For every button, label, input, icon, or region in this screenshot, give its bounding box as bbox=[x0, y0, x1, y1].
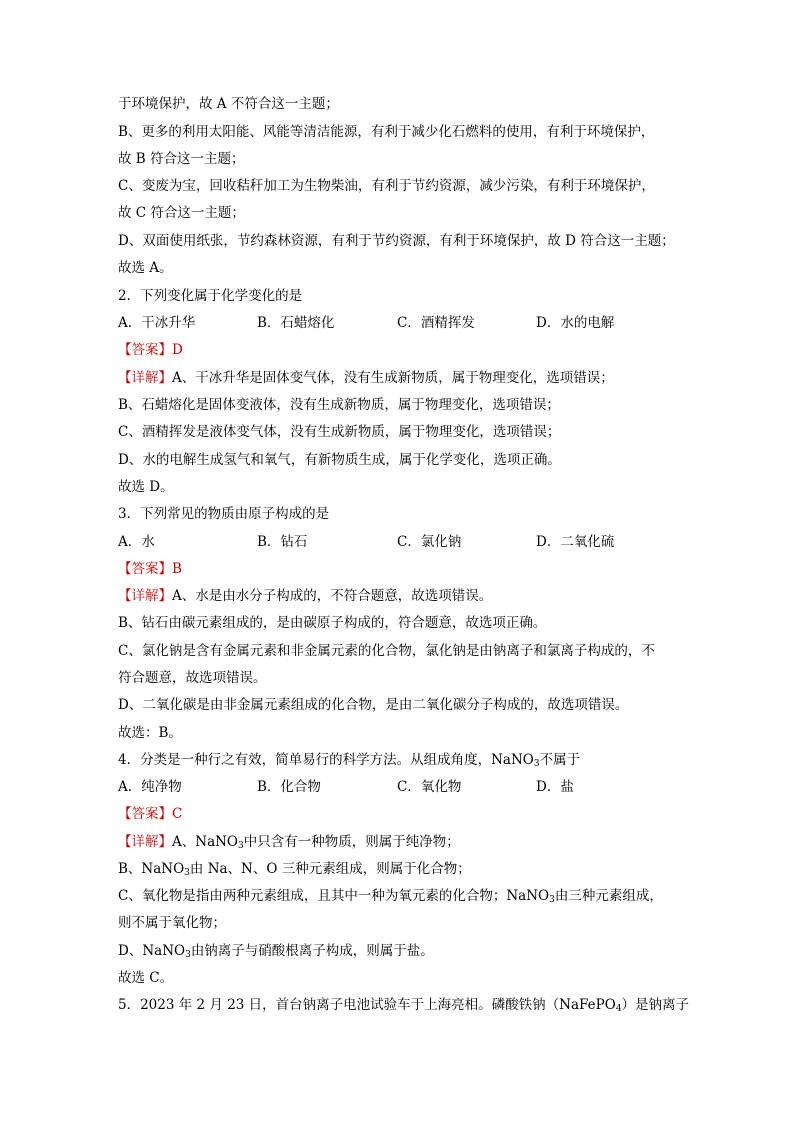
q4-option-b: B．化合物 bbox=[257, 779, 321, 795]
detail-text: A、 bbox=[172, 834, 196, 850]
q2-detail-1 bbox=[118, 368, 688, 388]
nafepo4-formula bbox=[559, 997, 621, 1013]
q2-option-a: A．干冰升华 bbox=[118, 315, 196, 331]
formula-main: NaNO bbox=[141, 861, 185, 877]
q4-detail-2 bbox=[118, 859, 688, 879]
q5-stem-suffix: ）是钠离子 bbox=[621, 997, 690, 1013]
q1-line-4: C、变废为宝，回收秸秆加工为生物柴油，有利于节约资源，减少污染，有利于环境保护， bbox=[118, 178, 655, 194]
q3-option-a: A．水 bbox=[118, 534, 155, 550]
q4-option-d: D．盐 bbox=[536, 779, 574, 795]
q4-option-a: A．纯净物 bbox=[118, 779, 182, 795]
q3-detail-6: 故选：B。 bbox=[118, 725, 182, 741]
q2-stem: 2．下列变化属于化学变化的是 bbox=[118, 288, 303, 304]
formula-sub: 3 bbox=[533, 759, 540, 769]
q3-detail-5: D、二氧化碳是由非金属元素组成的化合物，是由二氧化碳分子构成的，故选项错误。 bbox=[118, 697, 629, 713]
q3-detail-1 bbox=[118, 586, 688, 606]
detail-text: 由三种元素组成， bbox=[554, 888, 663, 904]
nano3-formula bbox=[195, 834, 243, 850]
q4-stem-text: 4．分类是一种行之有效，简单易行的科学方法。从组成角度， bbox=[118, 752, 492, 768]
formula-main: NaNO bbox=[142, 943, 186, 959]
q4-detail-4: 则不属于氧化物； bbox=[118, 915, 226, 931]
detail-tag: 【详解】 bbox=[118, 588, 172, 604]
detail-text: 由 Na、N、O 三种元素组成，则属于化合物； bbox=[189, 861, 471, 877]
detail-text: 中只含有一种物质，则属于纯净物； bbox=[243, 834, 460, 850]
detail-tag: 【详解】 bbox=[118, 370, 172, 386]
detail-text: D、 bbox=[118, 943, 143, 959]
q2-detail-3: C、酒精挥发是液体变气体，没有生成新物质，属于物理变化，选项错误； bbox=[118, 424, 561, 440]
formula-main: NaFePO bbox=[559, 997, 616, 1013]
q3-options bbox=[118, 532, 688, 552]
q3-detail-4: 符合题意，故选项错误。 bbox=[118, 670, 267, 686]
q3-stem: 3．下列常见的物质由原子构成的是 bbox=[118, 506, 330, 522]
q2-option-b: B．石蜡熔化 bbox=[257, 315, 335, 331]
detail-tag: 【详解】 bbox=[118, 834, 172, 850]
answer-tag: 【答案】 bbox=[118, 342, 172, 358]
q4-stem-suffix: 不属于 bbox=[539, 752, 581, 768]
q1-line-1: 于环境保护，故 A 不符合这一主题； bbox=[118, 96, 339, 112]
answer-tag: 【答案】 bbox=[118, 561, 172, 577]
q2-answer bbox=[118, 340, 688, 360]
formula-sub: 4 bbox=[615, 1004, 622, 1014]
nano3-formula bbox=[506, 888, 554, 904]
detail-text: A、水是由水分子构成的，不符合题意，故选项错误。 bbox=[172, 588, 493, 604]
nano3-formula bbox=[142, 943, 190, 959]
q3-option-b: B．钻石 bbox=[257, 534, 308, 550]
nano3-formula bbox=[141, 861, 189, 877]
q1-line-6: D、双面使用纸张，节约森林资源，有利于节约资源，有利于环境保护，故 D 符合这一主题； bbox=[118, 233, 675, 249]
q2-detail-2: B、石蜡熔化是固体变液体，没有生成新物质，属于物理变化，选项错误； bbox=[118, 397, 560, 413]
answer-tag: 【答案】 bbox=[118, 806, 172, 822]
answer-value: D bbox=[172, 342, 183, 358]
q4-detail-3 bbox=[118, 886, 688, 906]
q2-option-d: D．水的电解 bbox=[536, 315, 615, 331]
q1-line-2: B、更多的利用太阳能、风能等清洁能源，有利于减少化石燃料的使用，有利于环境保护， bbox=[118, 124, 655, 140]
q5-stem bbox=[118, 995, 688, 1015]
formula-main: NaNO bbox=[491, 752, 534, 768]
formula-sub: 3 bbox=[238, 841, 244, 851]
q5-stem-text: 5．2023 年 2 月 23 日，首台钠离子电池试验车于上海亮相。磷酸铁钠（ bbox=[118, 997, 560, 1013]
q1-line-7: 故选 A。 bbox=[118, 260, 173, 276]
detail-text: 由钠离子与硝酸根离子构成，则属于盐。 bbox=[190, 943, 434, 959]
q1-line-5: 故 C 符合这一主题； bbox=[118, 205, 245, 221]
q2-option-c: C．酒精挥发 bbox=[397, 315, 475, 331]
detail-text: C、氧化物是指由两种元素组成，且其中一种为氧元素的化合物； bbox=[118, 888, 507, 904]
formula-sub: 3 bbox=[184, 868, 190, 878]
q3-answer bbox=[118, 559, 688, 579]
q1-line-3: 故 B 符合这一主题； bbox=[118, 151, 245, 167]
q4-detail-6: 故选 C。 bbox=[118, 970, 174, 986]
q2-detail-5: 故选 D。 bbox=[118, 479, 174, 495]
answer-value: B bbox=[172, 561, 182, 577]
q3-option-c: C．氯化钠 bbox=[397, 534, 462, 550]
q3-option-d: D．二氧化硫 bbox=[536, 534, 615, 550]
formula-sub: 3 bbox=[185, 950, 191, 960]
q4-detail-5 bbox=[118, 941, 688, 961]
nano3-formula bbox=[491, 752, 539, 768]
q2-detail-4: D、水的电解生成氢气和氧气，有新物质生成，属于化学变化，选项正确。 bbox=[118, 452, 561, 468]
q4-answer bbox=[118, 804, 688, 824]
detail-text: A、干冰升华是固体变气体，没有生成新物质，属于物理变化，选项错误； bbox=[172, 370, 614, 386]
q4-option-c: C．氧化物 bbox=[397, 779, 462, 795]
q4-stem bbox=[118, 750, 688, 770]
formula-main: NaNO bbox=[506, 888, 550, 904]
detail-text: B、 bbox=[118, 861, 142, 877]
q2-options bbox=[118, 313, 688, 333]
formula-main: NaNO bbox=[195, 834, 238, 850]
q4-detail-1 bbox=[118, 832, 688, 852]
answer-value: C bbox=[172, 806, 183, 822]
formula-sub: 3 bbox=[549, 895, 555, 905]
q4-options bbox=[118, 777, 688, 797]
q3-detail-2: B、钻石由碳元素组成的，是由碳原子构成的，符合题意，故选项正确。 bbox=[118, 615, 547, 631]
q3-detail-3: C、氯化钠是含有金属元素和非金属元素的化合物，氯化钠是由钠离子和氯离子构成的，不 bbox=[118, 643, 655, 659]
